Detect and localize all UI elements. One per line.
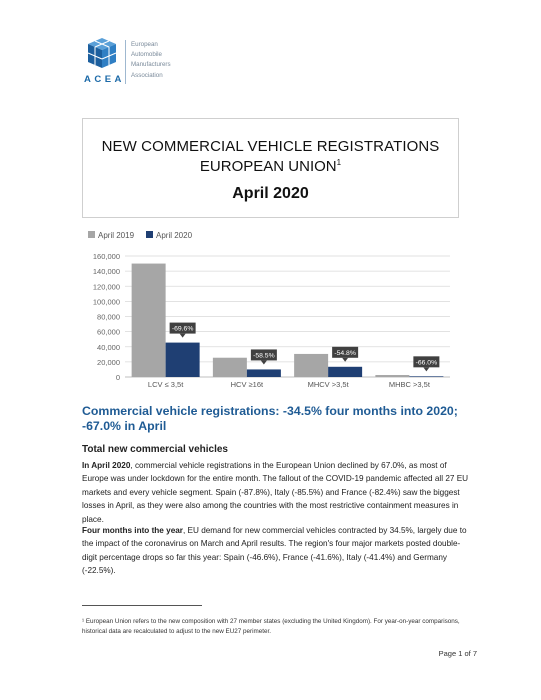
- y-tick-label: 40,000: [97, 342, 120, 352]
- x-tick-label: MHBC >3,5t: [388, 380, 430, 389]
- logo-line: Association: [131, 71, 163, 79]
- logo-line: Automobile: [131, 51, 162, 59]
- logo-divider: [125, 40, 126, 84]
- title-date: April 2020: [232, 185, 309, 202]
- logo-line: Manufacturers: [131, 61, 171, 69]
- bar-2020: [328, 367, 362, 377]
- logo-line: European: [131, 41, 158, 48]
- legend-swatch: [146, 231, 153, 238]
- section-heading: Total new commercial vehicles: [82, 444, 228, 455]
- x-tick-label: LCV ≤ 3,5t: [147, 380, 184, 389]
- y-tick-label: 120,000: [92, 282, 120, 292]
- bar-2019: [132, 264, 166, 377]
- y-tick-label: 160,000: [92, 252, 120, 261]
- paragraph-text: , commercial vehicle registrations in the European Union declined by 67.0%, as most of Europe was under lockdown for the entire month. The fallout of the COVID-19 pandemic affected all 27 EU markets and every vehicle segment. Spain (-87.8%), Italy (-85.5%) and France (-82.4%) saw the biggest losses in April, as they were also among the countries with the most restrictive containment measures in place.: [82, 461, 469, 524]
- legend-label: April 2020: [156, 231, 193, 240]
- x-tick-label: MHCV >3,5t: [307, 380, 349, 389]
- page-number: Page 1 of 7: [438, 649, 477, 658]
- y-tick-label: 60,000: [97, 327, 120, 337]
- y-tick-label: 80,000: [97, 312, 120, 322]
- data-label: -66.0%: [415, 359, 438, 367]
- bar-2020: [166, 343, 200, 377]
- y-tick-label: 100,000: [92, 297, 120, 307]
- data-label-pointer: [261, 360, 267, 364]
- data-label: -69.6%: [171, 325, 194, 333]
- title-line-1: NEW COMMERCIAL VEHICLE REGISTRATIONS: [101, 138, 440, 155]
- registrations-bar-chart: [80, 222, 460, 394]
- title-region: EUROPEAN UNION: [199, 158, 337, 175]
- footnote-divider: [82, 605, 202, 606]
- section-title: Commercial vehicle registrations: -34.5% four months into 2020; -67.0% in April: [82, 404, 458, 433]
- bar-2019: [213, 358, 247, 377]
- footnote: ¹ European Union refers to the new composition with 27 member states (excluding the United Kingdom). For year-on-year comparisons, historical data are recalculated to adjust to the new EU27 perimeter.: [82, 618, 460, 635]
- bar-2020: [247, 369, 281, 377]
- paragraph-lead: Four months into the year: [82, 526, 183, 535]
- data-label-pointer: [423, 367, 429, 371]
- bar-2019: [375, 375, 409, 377]
- paragraph-text: , EU demand for new commercial vehicles contracted by 34.5%, largely due to the impact of the coronavirus on March and April results. The region's four major markets posted double-digit percentage drops so far this year: Spain (-46.6%), France (-41.6%), Italy (-41.4%) and Germany (-22.5%).: [82, 526, 467, 576]
- data-label: -58.5%: [253, 352, 275, 360]
- bar-2019: [294, 354, 328, 377]
- y-tick-label: 20,000: [97, 357, 120, 367]
- legend-label: April 2019: [98, 231, 135, 240]
- footnote-marker: 1: [336, 158, 342, 167]
- x-tick-label: HCV ≥16t: [230, 380, 264, 389]
- title-box: [82, 118, 459, 218]
- logo-text: [131, 40, 171, 81]
- y-tick-label: 0: [115, 373, 120, 382]
- y-tick-label: 140,000: [92, 267, 120, 277]
- title-line-2: [83, 158, 458, 175]
- logo-acronym: ACEA: [84, 74, 125, 85]
- legend-swatch: [88, 231, 95, 238]
- paragraph-april: [82, 459, 470, 526]
- acea-cube-icon: [84, 36, 120, 70]
- data-label: -54.8%: [334, 349, 356, 357]
- bar-2020: [409, 376, 443, 377]
- data-label-pointer: [342, 358, 348, 362]
- data-label-pointer: [180, 334, 186, 338]
- paragraph-four-months: [82, 524, 470, 578]
- paragraph-lead: In April 2020: [82, 461, 131, 470]
- acea-logo: [84, 36, 204, 84]
